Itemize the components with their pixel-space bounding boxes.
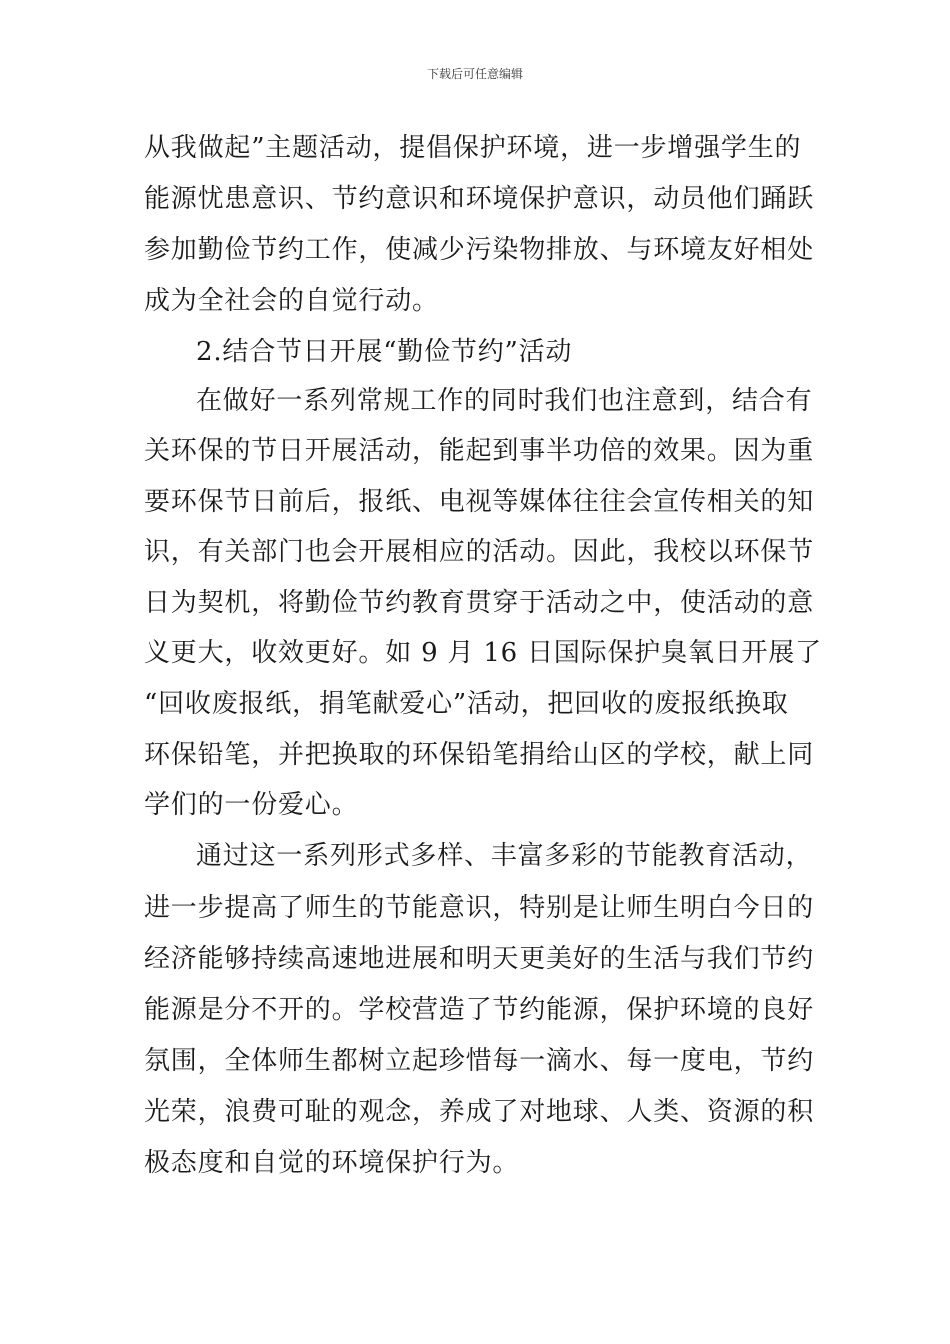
body-line: 要环保节日前后，报纸、电视等媒体往往会宣传相关的知 (144, 487, 815, 517)
body-line: 进一步提高了师生的节能意识，特别是让师生明白今日的 (144, 893, 815, 923)
body-line: 光荣，浪费可耻的观念，养成了对地球、人类、资源的积 (144, 1097, 815, 1127)
body-line: 从我做起”主题活动，提倡保护环境，进一步增强学生的 (144, 133, 802, 163)
body-line: 义更大，收效更好。如 9 月 16 日国际保护臭氧日开展了 (144, 638, 822, 668)
body-line: 参加勤俭节约工作，使减少污染物排放、与环境友好相处 (144, 235, 815, 265)
body-line: 在做好一系列常规工作的同时我们也注意到，结合有 (196, 386, 813, 416)
body-line: 极态度和自觉的环境保护行为。 (144, 1148, 520, 1178)
body-line: 氛围，全体师生都树立起珍惜每一滴水、每一度电，节约 (144, 1046, 815, 1076)
body-line: 经济能够持续高速地进展和明天更美好的生活与我们节约 (144, 944, 815, 974)
body-line: 关环保的节日开展活动，能起到事半功倍的效果。因为重 (144, 436, 815, 466)
body-line: 环保铅笔，并把换取的环保铅笔捐给山区的学校，献上同 (144, 740, 815, 770)
body-line: 通过这一系列形式多样、丰富多彩的节能教育活动， (196, 841, 813, 871)
body-line: 能源忧患意识、节约意识和环境保护意识，动员他们踊跃 (144, 184, 815, 214)
page-header: 下载后可任意编辑 (426, 67, 523, 81)
body-line: 学们的一份爱心。 (144, 790, 359, 820)
body-line: 日为契机，将勤俭节约教育贯穿于活动之中，使活动的意 (144, 588, 815, 618)
body-line: 能源是分不开的。学校营造了节约能源，保护环境的良好 (144, 995, 815, 1025)
body-line: 识，有关部门也会开展相应的活动。因此，我校以环保节 (144, 537, 815, 567)
section-heading: 2.结合节日开展“勤俭节约”活动 (196, 337, 573, 367)
body-line: “回收废报纸，捐笔献爱心”活动，把回收的废报纸换取 (144, 689, 789, 719)
body-line: 成为全社会的自觉行动。 (144, 286, 439, 316)
